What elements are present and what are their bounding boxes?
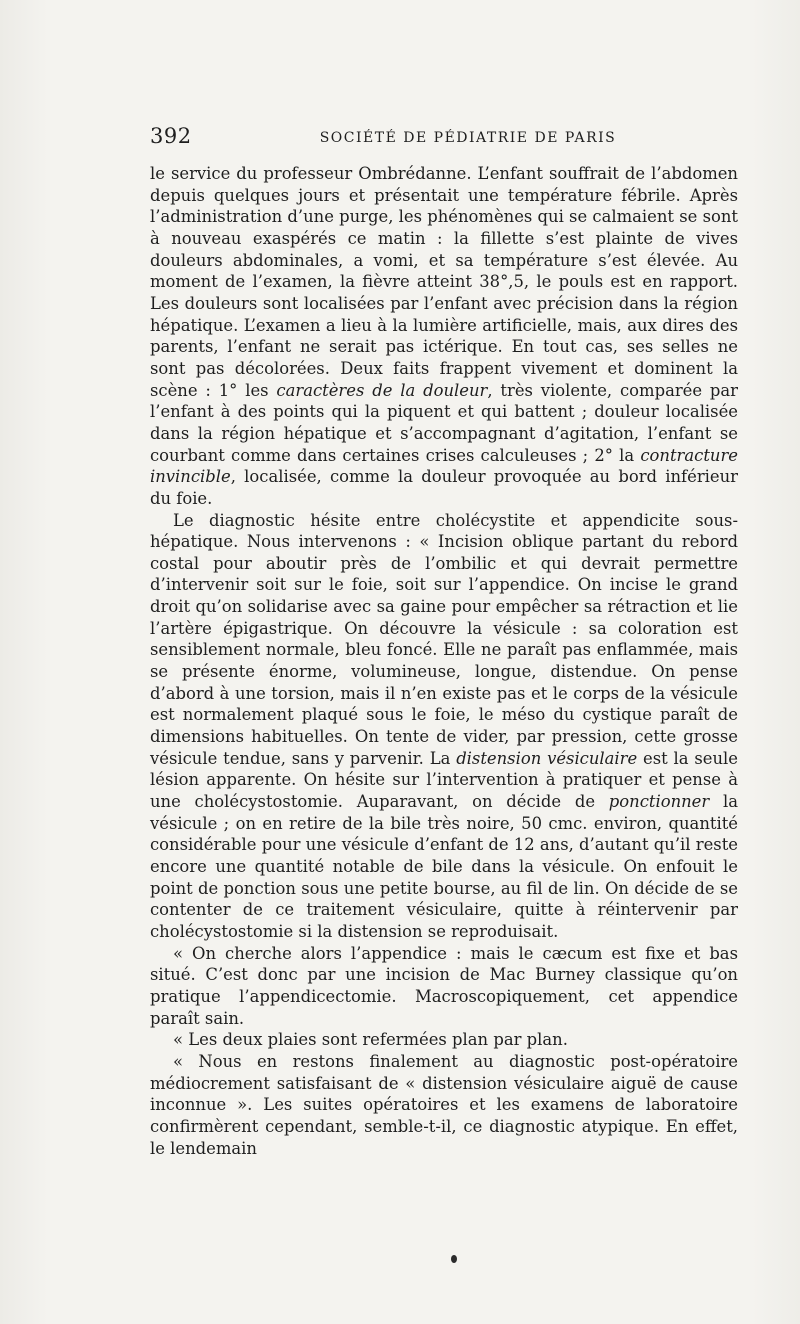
- text-run: Le diagnostic hésite entre cholécystite et appendicite sous-hépatique. Nous intervenons : « Incision oblique partant du rebord costal pour aboutir près de l’ombilic et qui devrait permettre d’intervenir soit sur le foie, soit sur l’appendice. On incise le grand droit qu’on solidarise avec sa gaine pour empêcher sa rétraction et lie l’artère épigastrique. On découvre la vésicule : sa coloration est sensiblement normale, bleu foncé. Elle ne paraît pas enflammée, mais se présente énorme, volumineuse, longue, distendue. On pense d’abord à une torsion, mais il n’en existe pas et le corps de la vésicule est normalement plaqué sous le foie, le méso du cystique paraît de dimensions habituelles. On tente de vider, par pression, cette grosse vésicule tendue, sans y parvenir. La: [150, 510, 738, 768]
- emphasis-text: distension vésiculaire: [456, 748, 638, 768]
- body-text: [150, 163, 738, 1159]
- text-run: est la seule lésion apparente. On hésite sur l’intervention à pratiquer et pense à une cholécystostomie. Auparavant, on décide de: [150, 748, 738, 812]
- text-run: , localisée, comme la douleur provoquée au bord inférieur du foie.: [150, 467, 738, 508]
- emphasis-text: ponctionner: [608, 792, 710, 812]
- emphasis-text: contracture invincible: [150, 445, 738, 487]
- text-run: « On cherche alors l’appendice : mais le cæcum est fixe et bas situé. C’est donc par une incision de Mac Burney classique qu’on pratique l’appendicectomie. Macroscopiquement, cet appendice paraît sain.: [150, 943, 738, 1028]
- text-run: « Les deux plaies sont refermées plan par plan.: [173, 1030, 568, 1050]
- ink-mark: [451, 1255, 457, 1263]
- page-header: [150, 124, 738, 152]
- text-run: le service du professeur Ombrédanne. L’enfant souffrait de l’abdomen depuis quelques jours et présentait une température fébrile. Après l’administration d’une purge, les phénomènes qui se calmaient se sont à nouveau exaspérés ce matin : la fillette s’est plainte de vives douleurs abdominales, a vomi, et sa température s’est élevée. Au moment de l’examen, la fièvre atteint 38°,5, le pouls est en rapport. Les douleurs sont localisées par l’enfant avec précision dans la région hépatique. L’examen a lieu à la lumière artificielle, mais, aux dires des parents, l’enfant ne serait pas ictérique. En tout cas, ses selles ne sont pas décolorées. Deux faits frappent vivement et dominent la scène : 1° les: [150, 164, 738, 400]
- running-title: SOCIÉTÉ DE PÉDIATRIE DE PARIS: [319, 130, 617, 146]
- page-number: 392: [150, 124, 192, 148]
- paragraph: [150, 943, 738, 1030]
- paragraph: [150, 163, 738, 510]
- paragraph: [150, 510, 738, 943]
- text-run: « Nous en restons finalement au diagnostic post-opératoire médiocrement satisfaisant de « distension vésiculaire aiguë de cause inconnue ». Les suites opératoires et les examens de laboratoire confirmèrent cependant, semble-t-il, ce diagnostic atypique. En effet, le lendemain: [150, 1051, 738, 1158]
- paragraph: [150, 1029, 738, 1051]
- text-run: , très violente, comparée par l’enfant à des points qui la piquent et qui battent ; douleur localisée dans la région hépatique et s’accompagnant d’agitation, l’enfant se courbant comme dans certaines crises calculeuses ; 2° la: [150, 380, 739, 465]
- emphasis-text: caractères de la douleur: [276, 380, 488, 400]
- paragraph: [150, 1051, 738, 1159]
- text-run: la vésicule ; on en retire de la bile très noire, 50 cmc. environ, quantité considérable pour une vésicule d’enfant de 12 ans, d’autant qu’il reste encore une quantité notable de bile dans la vésicule. On enfouit le point de ponction sous une petite bourse, au fil de lin. On décide de se contenter de ce traitement vésiculaire, quitte à réintervenir par cholécystostomie si la distension se reproduisait.: [150, 792, 738, 941]
